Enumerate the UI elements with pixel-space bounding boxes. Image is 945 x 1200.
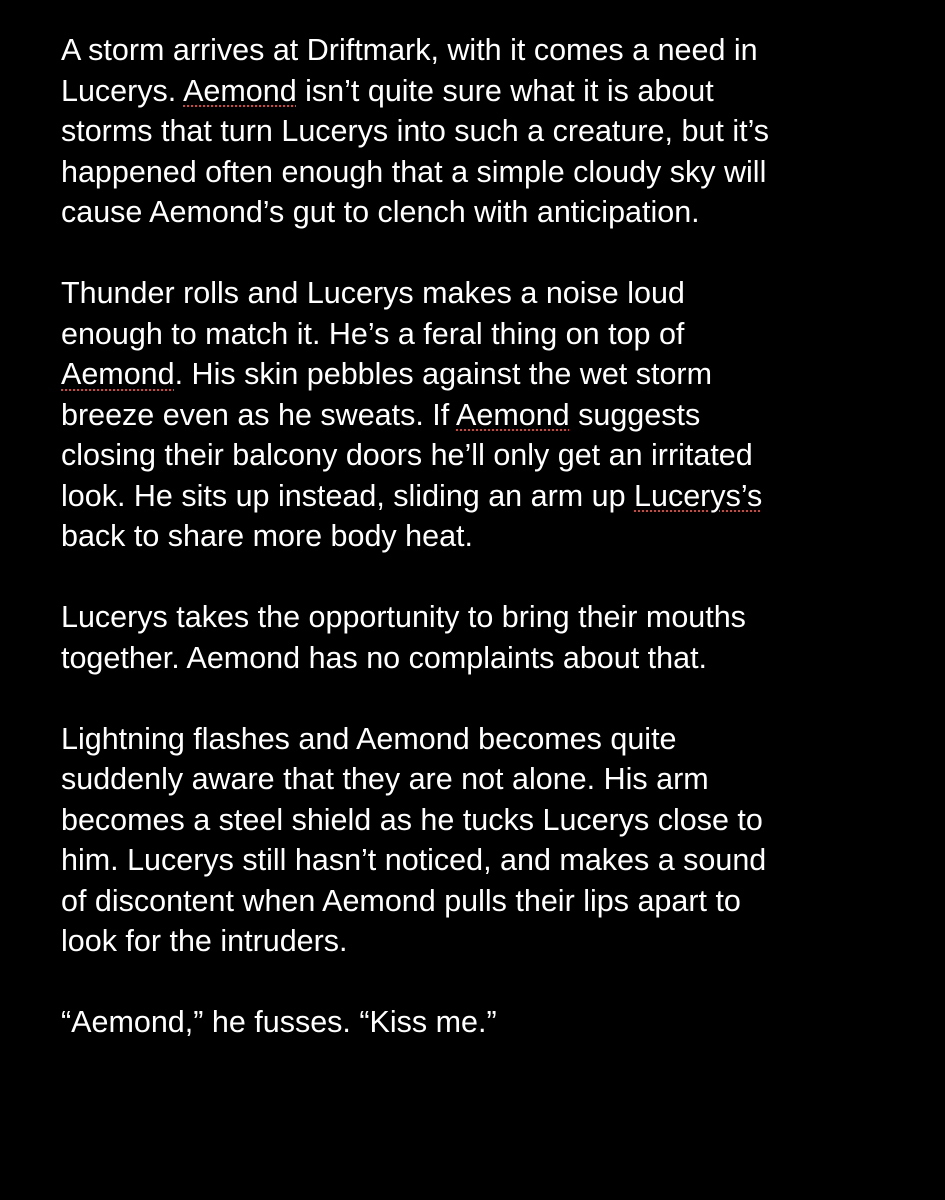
text-run: look. He sits up instead, sliding an arm up	[61, 478, 635, 513]
text-run: . His skin pebbles against the wet storm	[174, 357, 712, 391]
text-run: Lightning flashes and Aemond becomes quite	[61, 721, 677, 756]
text-run: of discontent when Aemond pulls their lips apart to	[61, 883, 741, 918]
text-run: him. Lucerys still hasn’t noticed, and makes a sound	[61, 843, 767, 877]
text-line	[61, 479, 762, 513]
text-run: look for the intruders.	[61, 924, 348, 958]
text-line	[61, 114, 769, 148]
document-body	[61, 30, 901, 1083]
paragraph	[61, 597, 901, 678]
text-line	[61, 317, 684, 351]
text-run: together. Aemond has no complaints about that.	[61, 640, 708, 675]
text-run: Thunder rolls and Lucerys makes a noise loud	[61, 276, 685, 310]
text-line	[61, 519, 473, 553]
text-run: cause Aemond’s gut to clench with anticipation.	[61, 195, 700, 229]
text-line	[61, 884, 741, 918]
text-line	[61, 33, 758, 67]
text-line	[61, 762, 709, 796]
text-run: storms that turn Lucerys into such a creature, but it’s	[61, 114, 770, 148]
text-run: suddenly aware that they are not alone. His arm	[61, 762, 709, 796]
text-line	[61, 357, 712, 391]
text-line	[61, 1005, 497, 1039]
text-run: isn’t quite sure what it is about	[296, 73, 714, 108]
text-line	[61, 398, 700, 432]
text-run: A storm arrives at Driftmark, with it comes a need in	[61, 33, 758, 67]
text-run: Lucerys takes the opportunity to bring their mouths	[61, 600, 746, 634]
text-run: closing their balcony doors he’ll only get an irritated	[61, 438, 753, 472]
text-line	[61, 722, 677, 756]
text-run: “Aemond,” he fusses. “Kiss me.”	[61, 1005, 497, 1039]
paragraph	[61, 273, 901, 557]
text-line	[61, 641, 707, 675]
spellcheck-flagged-word[interactable]: Aemond	[456, 397, 570, 432]
text-line	[61, 600, 746, 634]
spellcheck-flagged-word[interactable]: Lucerys’s	[634, 478, 763, 513]
text-run: becomes a steel shield as he tucks Lucerys close to	[61, 802, 763, 837]
spellcheck-flagged-word[interactable]: Aemond	[61, 357, 175, 391]
text-run: Lucerys.	[61, 73, 184, 108]
text-line	[61, 155, 766, 189]
text-line	[61, 803, 763, 837]
text-line	[61, 74, 714, 108]
text-line	[61, 276, 685, 310]
text-run: back to share more body heat.	[61, 519, 473, 553]
paragraph	[61, 719, 901, 962]
text-run: suggests	[569, 397, 701, 432]
text-line	[61, 195, 700, 229]
paragraph	[61, 1002, 901, 1043]
text-run: breeze even as he sweats. If	[61, 397, 457, 432]
text-line	[61, 438, 753, 472]
spellcheck-flagged-word[interactable]: Aemond	[183, 73, 297, 108]
paragraph	[61, 30, 901, 233]
text-run: happened often enough that a simple cloudy sky will	[61, 154, 767, 189]
text-line	[61, 924, 348, 958]
text-line	[61, 843, 766, 877]
text-run: enough to match it. He’s a feral thing on top of	[61, 316, 685, 351]
